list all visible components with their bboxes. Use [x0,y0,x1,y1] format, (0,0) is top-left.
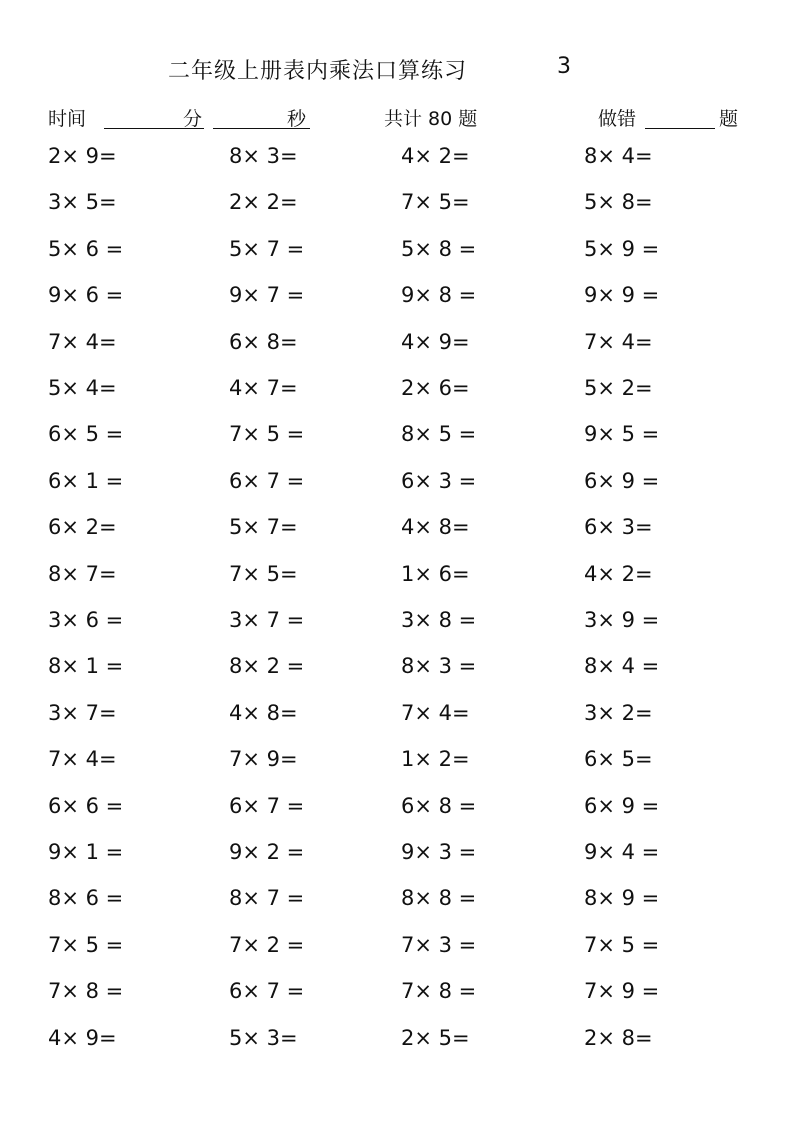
problem-cell: 7× 9 = [584,979,660,1004]
problem-cell: 5× 3= [229,1025,298,1050]
problem-cell: 6× 5= [584,747,653,772]
problem-cell: 8× 4 = [584,654,660,679]
problem-cell: 5× 8 = [401,236,477,261]
problem-cell: 7× 9= [229,747,298,772]
problem-cell: 9× 4 = [584,840,660,864]
problem-cell: 9× 8 = [401,283,477,308]
problem-cell: 7× 4= [48,747,117,772]
problem-row [0,190,800,230]
title-row [0,54,800,94]
problem-cell: 9× 2 = [229,840,305,864]
problem-row [0,654,800,694]
problem-cell: 7× 5= [401,190,470,215]
problem-cell: 4× 9= [401,329,470,354]
problem-row [0,376,800,416]
problem-cell: 4× 2= [401,144,470,168]
problem-cell: 1× 2= [401,747,470,772]
problem-cell: 3× 2= [584,700,653,725]
problem-cell: 3× 7 = [229,608,305,632]
problem-row [0,515,800,555]
problem-cell: 5× 7= [229,515,298,540]
problem-cell: 3× 7= [48,700,117,725]
problem-cell: 6× 8= [229,329,298,354]
problem-cell: 9× 6 = [48,283,124,308]
problem-row [0,1026,800,1066]
problem-row [0,747,800,787]
problem-cell: 9× 3 = [401,840,477,864]
problem-cell: 4× 7= [229,376,298,400]
problem-cell: 6× 7 = [229,979,305,1004]
problem-row [0,330,800,370]
problem-cell: 6× 9 = [584,793,660,818]
problem-cell: 4× 8= [401,515,470,540]
problem-row [0,979,800,1019]
problem-cell: 7× 4= [401,700,470,725]
problem-cell: 3× 8 = [401,608,477,632]
problem-cell: 6× 2= [48,515,117,540]
problem-cell: 2× 6= [401,376,470,400]
wrong-label: 做错 [598,108,637,130]
problem-cell: 7× 4= [584,329,653,354]
problem-row [0,886,800,926]
problem-cell: 2× 5= [401,1025,470,1050]
problem-cell: 8× 5 = [401,422,477,447]
wrong-count-blank[interactable] [645,128,715,129]
problem-cell: 6× 3= [584,515,653,540]
problem-row [0,422,800,462]
problem-row [0,469,800,509]
problem-cell: 1× 6= [401,561,470,586]
time-label: 时间 [48,108,87,130]
problem-cell: 9× 1 = [48,840,124,864]
problem-cell: 6× 5 = [48,422,124,447]
problem-cell: 6× 3 = [401,468,477,493]
problem-cell: 7× 8 = [401,979,477,1004]
problem-cell: 7× 5= [229,561,298,586]
problem-cell: 3× 5= [48,190,117,215]
problem-cell: 8× 7= [48,561,117,586]
problem-row [0,840,800,880]
worksheet-title: 二年级上册表内乘法口算练习 [168,59,468,84]
problem-cell: 7× 5 = [229,422,305,447]
problem-row [0,794,800,834]
problem-cell: 5× 4= [48,376,117,400]
problem-cell: 5× 9 = [584,236,660,261]
problem-cell: 4× 8= [229,700,298,725]
problem-row [0,237,800,277]
problem-cell: 7× 2 = [229,932,305,957]
problem-cell: 7× 5 = [48,932,124,957]
minutes-label: 分 [183,108,203,130]
problem-row [0,562,800,602]
problem-cell: 5× 2= [584,376,653,400]
problem-cell: 6× 9 = [584,468,660,493]
problem-cell: 7× 8 = [48,979,124,1004]
seconds-label: 秒 [287,108,307,130]
info-row [0,104,800,134]
problem-cell: 7× 5 = [584,932,660,957]
problem-cell: 8× 9 = [584,886,660,911]
problem-cell: 9× 9 = [584,283,660,308]
problem-cell: 8× 4= [584,144,653,168]
wrong-unit: 题 [719,108,739,130]
problem-cell: 5× 6 = [48,236,124,261]
problem-cell: 2× 2= [229,190,298,215]
problem-cell: 8× 2 = [229,654,305,679]
problem-cell: 7× 3 = [401,932,477,957]
problem-cell: 6× 7 = [229,468,305,493]
problem-cell: 5× 7 = [229,236,305,261]
problem-cell: 4× 2= [584,561,653,586]
problem-row [0,701,800,741]
problem-cell: 8× 3 = [401,654,477,679]
problem-row [0,608,800,648]
problem-cell: 5× 8= [584,190,653,215]
problem-cell: 3× 6 = [48,608,124,632]
problem-cell: 8× 8 = [401,886,477,911]
problem-cell: 6× 6 = [48,793,124,818]
problem-cell: 8× 3= [229,144,298,168]
problem-cell: 6× 1 = [48,468,124,493]
problem-cell: 7× 4= [48,329,117,354]
problem-cell: 9× 5 = [584,422,660,447]
problem-cell: 8× 6 = [48,886,124,911]
problem-cell: 2× 9= [48,144,117,168]
problem-cell: 8× 1 = [48,654,124,679]
problem-cell: 4× 9= [48,1025,117,1050]
problem-cell: 6× 7 = [229,793,305,818]
problem-cell: 6× 8 = [401,793,477,818]
problem-row [0,144,800,184]
problem-row [0,933,800,973]
problem-row [0,283,800,323]
sheet-number: 3 [557,54,571,79]
problem-cell: 3× 9 = [584,608,660,632]
problem-cell: 2× 8= [584,1025,653,1050]
problem-cell: 9× 7 = [229,283,305,308]
problem-cell: 8× 7 = [229,886,305,911]
total-count: 共计 80 题 [384,108,478,130]
